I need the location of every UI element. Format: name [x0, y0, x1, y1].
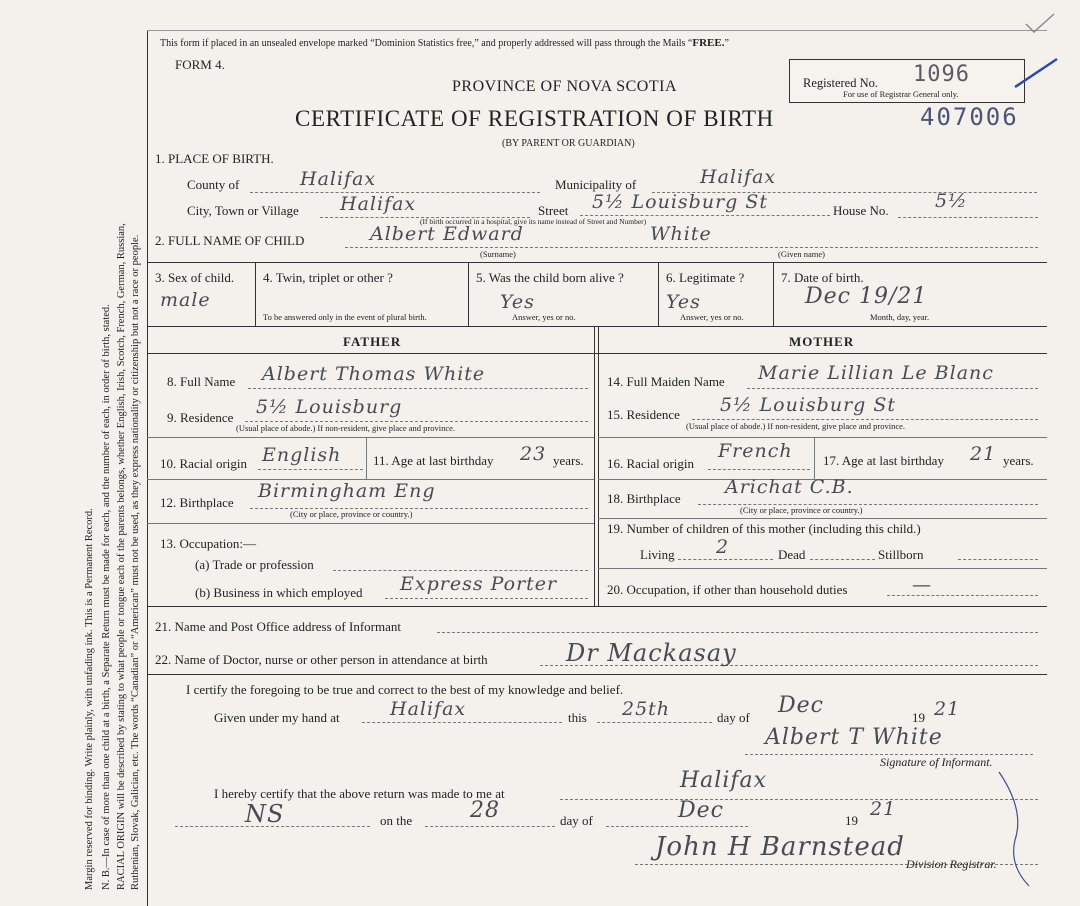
county-value: Halifax — [300, 168, 377, 190]
mother-occupation-label: 20. Occupation, if other than household duties — [607, 582, 848, 597]
street-note: (If birth occurred in a hospital, give its name instead of Street and Number) — [420, 217, 647, 226]
certify-top-rule — [147, 674, 1047, 675]
father-age-value: 23 — [520, 443, 547, 465]
father-racial-label: 10. Racial origin — [160, 456, 248, 471]
city-value: Halifax — [340, 193, 417, 215]
row3-div-2 — [468, 262, 469, 326]
county-label: County of — [187, 177, 240, 192]
mother-living-value: 2 — [716, 536, 730, 558]
city-label: City, Town or Village — [187, 203, 299, 218]
registrar-day-value: 28 — [470, 798, 500, 823]
registrar-pen-stroke-icon — [1012, 55, 1062, 90]
registrar-statement: I hereby certify that the above return was made to me at — [214, 786, 505, 801]
mother-stillborn-label: Stillborn — [878, 547, 924, 562]
mother-racial-line — [708, 469, 810, 470]
doctor-value: Dr Mackasay — [566, 639, 737, 667]
informant-signature-label: Signature of Informant. — [880, 755, 993, 769]
mother-dead-line — [810, 559, 875, 560]
father-trade-label: (a) Trade or profession — [195, 557, 314, 572]
given-under-label: Given under my hand at — [214, 710, 340, 725]
certify-year-value: 21 — [934, 698, 961, 720]
father-business-value: Express Porter — [400, 573, 558, 595]
row3-div-3 — [658, 262, 659, 326]
alive-note: Answer, yes or no. — [512, 312, 576, 322]
left-border-line — [147, 30, 148, 906]
mother-racial-value: French — [718, 440, 793, 462]
registered-label: Registered No. — [803, 76, 878, 90]
mother-rule-1 — [598, 437, 1047, 438]
certificate-number: 407006 — [920, 103, 1019, 131]
registrar-place-line — [560, 799, 1038, 800]
father-birthplace-note: (City or place, province or country.) — [290, 509, 413, 519]
mother-rule-3 — [598, 518, 1047, 519]
house-label: House No. — [833, 203, 889, 218]
mother-occupation-line — [887, 595, 1038, 596]
mother-age-divider — [814, 437, 815, 479]
twin-note: To be answered only in the event of plural birth. — [263, 312, 427, 322]
legitimate-note: Answer, yes or no. — [680, 312, 744, 322]
place-of-birth-heading: 1. PLACE OF BIRTH. — [155, 151, 274, 166]
form-number: FORM 4. — [175, 57, 225, 72]
father-racial-value: English — [262, 444, 342, 466]
registrar-signature-label: Division Registrar. — [906, 857, 997, 871]
page-subtitle: (BY PARENT OR GUARDIAN) — [502, 138, 635, 149]
row3-bottom-rule — [147, 326, 1047, 327]
mother-abode-note: (Usual place of abode.) If non-resident, give place and province. — [686, 421, 906, 431]
alive-label: 5. Was the child born alive ? — [476, 270, 624, 285]
father-abode-note: (Usual place of abode.) If non-resident, give place and province. — [236, 423, 456, 433]
legitimate-value: Yes — [666, 291, 701, 313]
father-racial-line — [258, 469, 363, 470]
mailing-note-free: FREE. — [692, 37, 725, 49]
father-birthplace-value: Birmingham Eng — [258, 480, 436, 502]
province-heading: PROVINCE OF NOVA SCOTIA — [452, 78, 678, 95]
mother-age-unit: years. — [1003, 453, 1034, 468]
surname-note: (Surname) — [480, 249, 516, 259]
registrar-signature: John H Barnstead — [655, 832, 905, 862]
father-residence-label: 9. Residence — [167, 410, 234, 425]
dob-value: Dec 19/21 — [805, 284, 928, 309]
street-value: 5½ Louisburg St — [592, 191, 768, 213]
row3-div-4 — [773, 262, 774, 326]
father-birthplace-label: 12. Birthplace — [160, 495, 234, 510]
row3-top-rule — [147, 262, 1047, 263]
mother-living-line — [678, 559, 773, 560]
certify-statement: I certify the foregoing to be true and correct to the best of my knowledge and belief. — [186, 682, 624, 697]
street-label: Street — [538, 203, 569, 218]
father-residence-value: 5½ Louisburg — [256, 396, 403, 418]
certify-day-value: 25th — [622, 698, 671, 720]
child-name-line — [345, 247, 1038, 248]
informant-top-rule — [147, 606, 1047, 607]
mother-birthplace-value: Arichat C.B. — [725, 476, 854, 498]
mailing-note-text: This form if placed in an unsealed envelope marked “Dominion Statistics free,” and properly addressed will pass through the Mails “ — [160, 38, 693, 49]
mother-stillborn-line — [958, 559, 1038, 560]
father-rule-1 — [147, 437, 594, 438]
certify-year-prefix: 19 — [912, 710, 925, 725]
certify-dayof-label: day of — [717, 710, 750, 725]
twin-label: 4. Twin, triplet or other ? — [263, 270, 393, 285]
informant-label: 21. Name and Post Office address of Informant — [155, 619, 401, 634]
mailing-note — [160, 37, 729, 49]
mother-birthplace-note: (City or place, province or country.) — [740, 505, 863, 515]
registered-number-box — [789, 59, 1025, 103]
street-line — [580, 215, 830, 216]
municipality-value: Halifax — [700, 166, 777, 188]
mother-name-label: 14. Full Maiden Name — [607, 374, 725, 389]
mother-name-line — [747, 388, 1038, 389]
legitimate-label: 6. Legitimate ? — [666, 270, 745, 285]
registrar-year-value: 21 — [870, 798, 897, 820]
check-mark-icon — [1020, 10, 1060, 40]
registrar-prefix-value: NS — [245, 800, 285, 828]
margin-note-3: RACIAL ORIGIN will be described by stating to what people or tongue each of the parents belongs, whether English, Irish, Scotch, French, German, Russian, — [116, 223, 127, 890]
parents-divider-right — [598, 326, 599, 606]
father-age-divider — [366, 437, 367, 479]
mother-dead-label: Dead — [778, 547, 806, 562]
doctor-label: 22. Name of Doctor, nurse or other person in attendance at birth — [155, 652, 488, 667]
registrar-on-label: on the — [380, 813, 413, 828]
sex-label: 3. Sex of child. — [155, 270, 235, 285]
given-place-value: Halifax — [390, 698, 467, 720]
father-age-label: 11. Age at last birthday — [373, 453, 494, 468]
mother-occupation-value: — — [912, 574, 932, 596]
registrar-day-line — [425, 826, 555, 827]
dob-label: 7. Date of birth. — [781, 270, 864, 285]
mother-residence-value: 5½ Louisburg St — [720, 394, 896, 416]
mailing-note-end: ” — [724, 38, 729, 49]
margin-note-1: Margin reserved for binding. Write plainly, with unfading ink. This is a Permanent Record. — [84, 508, 95, 890]
dob-note: Month, day, year. — [870, 312, 930, 322]
margin-note-2: N. B.—In case of more than one child at a birth, a Separate Return must be made for each, and the number of each, in order of birth, stated. — [101, 304, 112, 890]
father-name-label: 8. Full Name — [167, 374, 236, 389]
given-name-note: (Given name) — [778, 249, 825, 259]
registrar-dayof-label: day of — [560, 813, 593, 828]
father-heading: FATHER — [343, 334, 402, 349]
house-value: 5½ — [935, 190, 968, 212]
informant-line — [437, 632, 1038, 633]
father-age-unit: years. — [553, 453, 584, 468]
registered-note: For use of Registrar General only. — [843, 89, 959, 99]
registered-value: 1096 — [913, 62, 970, 87]
registrar-place-value: Halifax — [680, 768, 768, 793]
father-business-label: (b) Business in which employed — [195, 585, 363, 600]
mother-age-value: 21 — [970, 443, 997, 465]
mother-living-label: Living — [640, 547, 675, 562]
mother-residence-label: 15. Residence — [607, 407, 680, 422]
page-title: CERTIFICATE OF REGISTRATION OF BIRTH — [295, 106, 774, 131]
margin-note-4: Ruthenian, Slovak, Galician, etc. The words “Canadian” or “American” must not be used, as they express nationality or citizenship but not a race or people. — [130, 234, 141, 890]
given-place-line — [362, 722, 562, 723]
certify-this-label: this — [568, 710, 587, 725]
father-occupation-label: 13. Occupation:— — [160, 536, 257, 551]
house-line — [898, 217, 1038, 218]
alive-value: Yes — [500, 291, 535, 313]
mother-rule-4 — [598, 568, 1047, 569]
sex-value: male — [160, 289, 211, 311]
mother-name-value: Marie Lillian Le Blanc — [758, 362, 994, 384]
child-name-label: 2. FULL NAME OF CHILD — [155, 233, 305, 248]
mother-age-label: 17. Age at last birthday — [823, 453, 944, 468]
parents-divider-left — [594, 326, 595, 606]
registrar-month-value: Dec — [678, 798, 724, 823]
mother-birthplace-label: 18. Birthplace — [607, 491, 681, 506]
mother-residence-line — [692, 419, 1038, 420]
mother-racial-label: 16. Racial origin — [607, 456, 695, 471]
father-name-line — [248, 388, 588, 389]
father-name-value: Albert Thomas White — [262, 363, 486, 385]
father-rule-3 — [147, 523, 594, 524]
mother-heading: MOTHER — [789, 334, 855, 349]
parents-heading-rule — [147, 353, 1047, 354]
certify-month-value: Dec — [778, 693, 824, 718]
child-surname: White — [650, 223, 712, 245]
municipality-label: Municipality of — [555, 177, 637, 192]
mother-children-label: 19. Number of children of this mother (including this child.) — [607, 521, 921, 536]
child-given-name: Albert Edward — [370, 223, 524, 245]
registrar-month-line — [606, 826, 748, 827]
father-business-line — [385, 598, 588, 599]
row3-div-1 — [255, 262, 256, 326]
father-residence-line — [245, 421, 588, 422]
blue-ink-stroke-icon — [995, 770, 1035, 890]
top-border-line — [147, 30, 1047, 31]
certify-day-line — [597, 722, 712, 723]
registrar-year-prefix: 19 — [845, 813, 858, 828]
father-trade-line — [333, 570, 588, 571]
informant-signature: Albert T White — [765, 725, 943, 750]
